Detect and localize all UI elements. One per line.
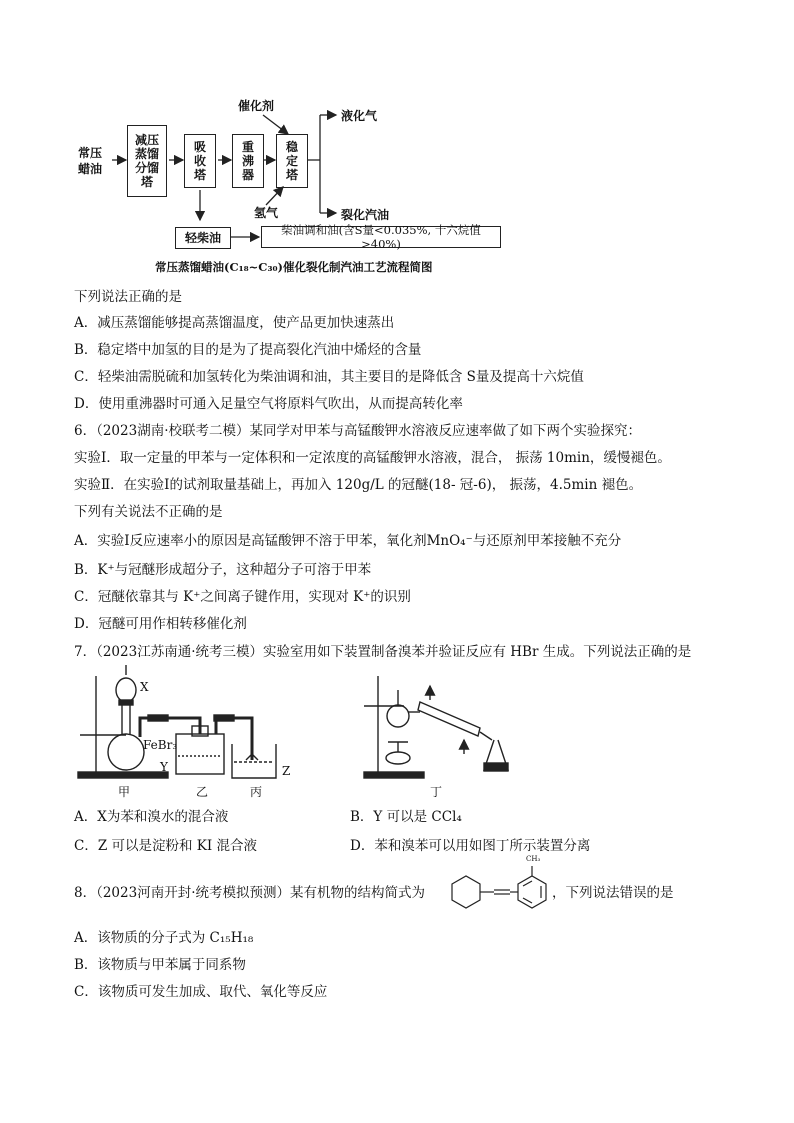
q6-experiment-1: 实验Ⅰ．取一定量的甲苯与一定体积和一定浓度的高锰酸钾水溶液，混合， 振荡 10min，缓慢褪色。 [74, 450, 671, 466]
q6-option-b: B．K⁺与冠醚形成超分子，这种超分子可溶于甲苯 [74, 562, 372, 578]
flowchart-caption: 常压蒸馏蜡油(C₁₈~C₃₀)催化裂化制汽油工艺流程简图 [155, 260, 433, 274]
ch3-label: CH₃ [526, 855, 541, 863]
q6-title: 6．（2023湖南·校联考二模）某同学对甲苯与高锰酸钾水溶液反应速率做了如下两个实验探究： [74, 423, 641, 439]
gasoline-output-label: 裂化汽油 [341, 208, 390, 222]
q6-option-d: D．冠醚可用作相转移催化剂 [74, 616, 247, 632]
label-yi: 乙 [196, 785, 209, 799]
q8-title-pre: 8．（2023河南开封·统考模拟预测）某有机物的结构简式为 [74, 885, 425, 901]
q8-option-a: A．该物质的分子式为 C₁₅H₁₈ [74, 930, 254, 946]
stabilizer-box: 稳定塔 [276, 134, 308, 188]
q6-option-c: C．冠醚依靠其与 K⁺之间离子键作用，实现对 K⁺的识别 [74, 589, 411, 605]
catalyst-label: 催化剂 [238, 99, 275, 113]
lpg-output-label: 液化气 [341, 109, 378, 123]
label-jia: 甲 [118, 785, 131, 799]
q6-stem: 下列有关说法不正确的是 [74, 504, 223, 520]
q7-option-a: A．X为苯和溴水的混合液 [74, 809, 229, 825]
q7-title: 7．（2023江苏南通·统考三模）实验室用如下装置制备溴苯并验证反应有 HBr 生成。下列说法正确的是 [74, 644, 692, 660]
q5-option-a: A．减压蒸馏能够提高蒸馏温度，使产品更加快速蒸出 [74, 315, 395, 331]
label-x: X [140, 680, 149, 694]
label-y: Y [160, 760, 168, 774]
label-bing: 丙 [250, 785, 263, 799]
light-diesel-box: 轻柴油 [175, 227, 231, 249]
q5-option-d: D．使用重沸器时可通入足量空气将原料气吹出，从而提高转化率 [74, 396, 463, 412]
q6-option-a: A．实验Ⅰ反应速率小的原因是高锰酸钾不溶于甲苯，氧化剂MnO₄⁻与还原剂甲苯接触不充分 [74, 533, 622, 549]
label-ding: 丁 [430, 785, 443, 799]
q7-option-c: C．Z 可以是淀粉和 KI 混合液 [74, 838, 258, 854]
q7-option-d: D．苯和溴苯可以用如图丁所示装置分离 [350, 838, 591, 854]
label-febr3: FeBr₃ [143, 738, 178, 752]
absorber-box: 吸收塔 [184, 134, 216, 188]
q8-option-b: B．该物质与甲苯属于同系物 [74, 957, 246, 973]
q6-experiment-2: 实验Ⅱ．在实验Ⅰ的试剂取量基础上，再加入 120g/L 的冠醚(18- 冠-6)， 振荡，4.5min 褪色。 [74, 477, 643, 493]
reboiler-box: 重沸器 [232, 134, 264, 188]
label-z: Z [282, 764, 291, 778]
vacuum-distillation-box: 减压蒸馏分馏塔 [127, 125, 167, 197]
q8-title-post: ，下列说法错误的是 [552, 885, 674, 901]
q8-option-c: C．该物质可发生加成、取代、氧化等反应 [74, 984, 328, 1000]
hydrogen-label: 氢气 [254, 206, 279, 220]
q5-option-b: B．稳定塔中加氢的目的是为了提高裂化汽油中烯烃的含量 [74, 342, 422, 358]
input-label: 常压蜡油 [78, 146, 103, 176]
q5-stem: 下列说法正确的是 [74, 289, 182, 305]
q5-option-c: C．轻柴油需脱硫和加氢转化为柴油调和油，其主要目的是降低含 S量及提高十六烷值 [74, 369, 584, 385]
diesel-blend-box: 柴油调和油(含S量<0.035%, 十六烷值>40%) [261, 226, 501, 248]
q7-option-b: B．Y 可以是 CCl₄ [350, 809, 462, 825]
